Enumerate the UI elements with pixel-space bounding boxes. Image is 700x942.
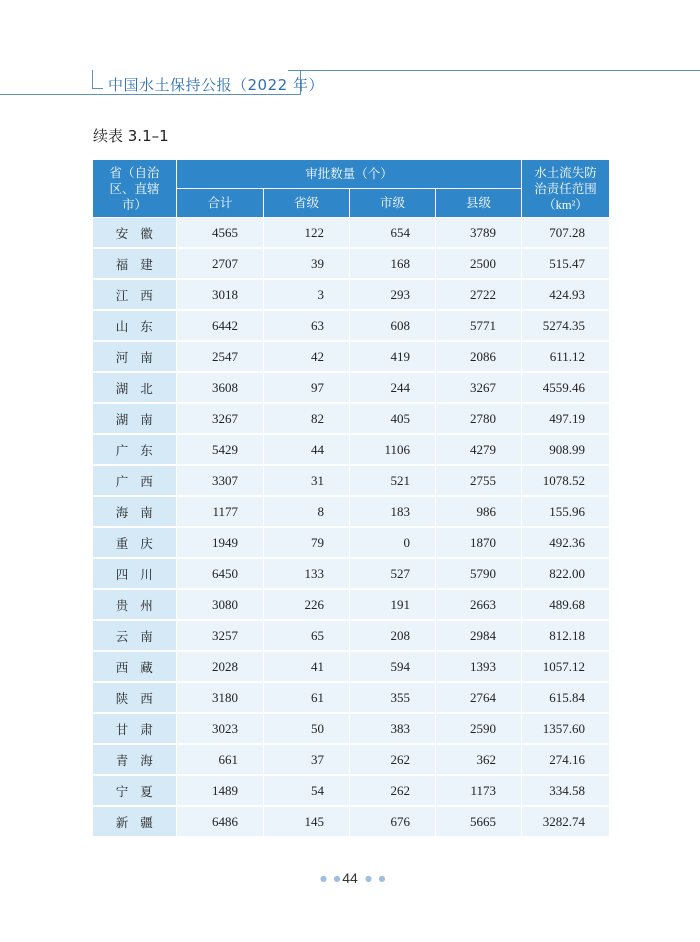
province-cell: 湖南 [93, 403, 177, 434]
province-cell: 海南 [93, 496, 177, 527]
table-row [93, 682, 610, 713]
value-cell: 1106 [350, 434, 436, 465]
value-cell: 3267 [177, 403, 264, 434]
province-cell: 新疆 [93, 806, 177, 837]
value-cell: 37 [264, 744, 350, 775]
value-cell: 244 [350, 372, 436, 403]
value-cell: 1393 [436, 651, 522, 682]
value-cell: 31 [264, 465, 350, 496]
value-cell: 4279 [436, 434, 522, 465]
province-cell: 贵州 [93, 589, 177, 620]
value-cell: 1870 [436, 527, 522, 558]
value-cell: 145 [264, 806, 350, 837]
value-cell: 5665 [436, 806, 522, 837]
table-row [93, 620, 610, 651]
value-cell: 3018 [177, 279, 264, 310]
header-responsibility-area: 水土流失防治责任范围（km²） [522, 160, 610, 218]
province-cell: 河南 [93, 341, 177, 372]
value-cell: 5429 [177, 434, 264, 465]
value-cell: 293 [350, 279, 436, 310]
province-cell: 重庆 [93, 527, 177, 558]
table-row [93, 527, 610, 558]
value-cell: 611.12 [522, 341, 610, 372]
value-cell: 661 [177, 744, 264, 775]
table-row [93, 465, 610, 496]
table-row [93, 651, 610, 682]
value-cell: 334.58 [522, 775, 610, 806]
value-cell: 262 [350, 744, 436, 775]
value-cell: 274.16 [522, 744, 610, 775]
table-row [93, 806, 610, 837]
table-row [93, 403, 610, 434]
table-row [93, 248, 610, 279]
value-cell: 0 [350, 527, 436, 558]
value-cell: 2590 [436, 713, 522, 744]
value-cell: 812.18 [522, 620, 610, 651]
table-row [93, 589, 610, 620]
value-cell: 2547 [177, 341, 264, 372]
value-cell: 41 [264, 651, 350, 682]
page-number-dots-left: ● ● [320, 874, 343, 883]
province-cell: 西藏 [93, 651, 177, 682]
province-cell: 广东 [93, 434, 177, 465]
value-cell: 5771 [436, 310, 522, 341]
value-cell: 50 [264, 713, 350, 744]
value-cell: 155.96 [522, 496, 610, 527]
province-cell: 青海 [93, 744, 177, 775]
value-cell: 405 [350, 403, 436, 434]
table-row [93, 496, 610, 527]
header-bracket-left [92, 70, 103, 89]
header-provincial: 省级 [264, 189, 350, 218]
table-body [93, 218, 610, 838]
value-cell: 419 [350, 341, 436, 372]
value-cell: 97 [264, 372, 350, 403]
value-cell: 2984 [436, 620, 522, 651]
value-cell: 383 [350, 713, 436, 744]
province-cell: 四川 [93, 558, 177, 589]
value-cell: 3267 [436, 372, 522, 403]
value-cell: 1357.60 [522, 713, 610, 744]
value-cell: 707.28 [522, 218, 610, 249]
value-cell: 497.19 [522, 403, 610, 434]
value-cell: 122 [264, 218, 350, 249]
value-cell: 208 [350, 620, 436, 651]
approval-table [92, 159, 610, 838]
value-cell: 4565 [177, 218, 264, 249]
page-number-dots-right: ● ● [365, 874, 388, 883]
value-cell: 986 [436, 496, 522, 527]
table-row [93, 341, 610, 372]
value-cell: 527 [350, 558, 436, 589]
province-cell: 广西 [93, 465, 177, 496]
value-cell: 42 [264, 341, 350, 372]
value-cell: 262 [350, 775, 436, 806]
value-cell: 2707 [177, 248, 264, 279]
table-row [93, 558, 610, 589]
province-cell: 湖北 [93, 372, 177, 403]
value-cell: 2764 [436, 682, 522, 713]
value-cell: 6486 [177, 806, 264, 837]
value-cell: 2755 [436, 465, 522, 496]
value-cell: 492.36 [522, 527, 610, 558]
value-cell: 6450 [177, 558, 264, 589]
province-cell: 宁夏 [93, 775, 177, 806]
province-cell: 江西 [93, 279, 177, 310]
value-cell: 5790 [436, 558, 522, 589]
value-cell: 79 [264, 527, 350, 558]
value-cell: 133 [264, 558, 350, 589]
value-cell: 489.68 [522, 589, 610, 620]
value-cell: 676 [350, 806, 436, 837]
value-cell: 65 [264, 620, 350, 651]
value-cell: 2780 [436, 403, 522, 434]
value-cell: 3023 [177, 713, 264, 744]
value-cell: 424.93 [522, 279, 610, 310]
value-cell: 54 [264, 775, 350, 806]
value-cell: 2500 [436, 248, 522, 279]
value-cell: 39 [264, 248, 350, 279]
table-row [93, 434, 610, 465]
province-cell: 陕西 [93, 682, 177, 713]
province-cell: 云南 [93, 620, 177, 651]
table-row [93, 372, 610, 403]
table-caption: 续表 3.1–1 [93, 127, 169, 145]
value-cell: 5274.35 [522, 310, 610, 341]
value-cell: 4559.46 [522, 372, 610, 403]
header-rule-top [300, 70, 700, 71]
value-cell: 1057.12 [522, 651, 610, 682]
value-cell: 1949 [177, 527, 264, 558]
value-cell: 3282.74 [522, 806, 610, 837]
value-cell: 608 [350, 310, 436, 341]
table-row [93, 713, 610, 744]
value-cell: 654 [350, 218, 436, 249]
value-cell: 362 [436, 744, 522, 775]
table-row [93, 218, 610, 249]
value-cell: 3 [264, 279, 350, 310]
value-cell: 615.84 [522, 682, 610, 713]
value-cell: 191 [350, 589, 436, 620]
header-province: 省（自治区、直辖市） [93, 160, 177, 218]
value-cell: 8 [264, 496, 350, 527]
value-cell: 1177 [177, 496, 264, 527]
value-cell: 1078.52 [522, 465, 610, 496]
value-cell: 63 [264, 310, 350, 341]
value-cell: 2722 [436, 279, 522, 310]
value-cell: 2663 [436, 589, 522, 620]
running-header-title: 中国水土保持公报（2022 年） [108, 76, 324, 94]
value-cell: 908.99 [522, 434, 610, 465]
table-row [93, 744, 610, 775]
value-cell: 6442 [177, 310, 264, 341]
value-cell: 822.00 [522, 558, 610, 589]
value-cell: 1173 [436, 775, 522, 806]
value-cell: 3608 [177, 372, 264, 403]
value-cell: 2028 [177, 651, 264, 682]
value-cell: 3257 [177, 620, 264, 651]
value-cell: 1489 [177, 775, 264, 806]
value-cell: 82 [264, 403, 350, 434]
table-row [93, 310, 610, 341]
province-cell: 甘肃 [93, 713, 177, 744]
value-cell: 226 [264, 589, 350, 620]
value-cell: 168 [350, 248, 436, 279]
value-cell: 183 [350, 496, 436, 527]
page-number: 44 [342, 870, 358, 886]
header-total: 合计 [177, 189, 264, 218]
header-county: 县级 [436, 189, 522, 218]
header-municipal: 市级 [350, 189, 436, 218]
value-cell: 3080 [177, 589, 264, 620]
value-cell: 3789 [436, 218, 522, 249]
table-row [93, 775, 610, 806]
value-cell: 594 [350, 651, 436, 682]
value-cell: 521 [350, 465, 436, 496]
province-cell: 安徽 [93, 218, 177, 249]
value-cell: 515.47 [522, 248, 610, 279]
value-cell: 355 [350, 682, 436, 713]
value-cell: 61 [264, 682, 350, 713]
header-approval-count: 审批数量（个） [177, 160, 522, 189]
province-cell: 山东 [93, 310, 177, 341]
value-cell: 3307 [177, 465, 264, 496]
value-cell: 2086 [436, 341, 522, 372]
value-cell: 44 [264, 434, 350, 465]
value-cell: 3180 [177, 682, 264, 713]
table-row [93, 279, 610, 310]
province-cell: 福建 [93, 248, 177, 279]
